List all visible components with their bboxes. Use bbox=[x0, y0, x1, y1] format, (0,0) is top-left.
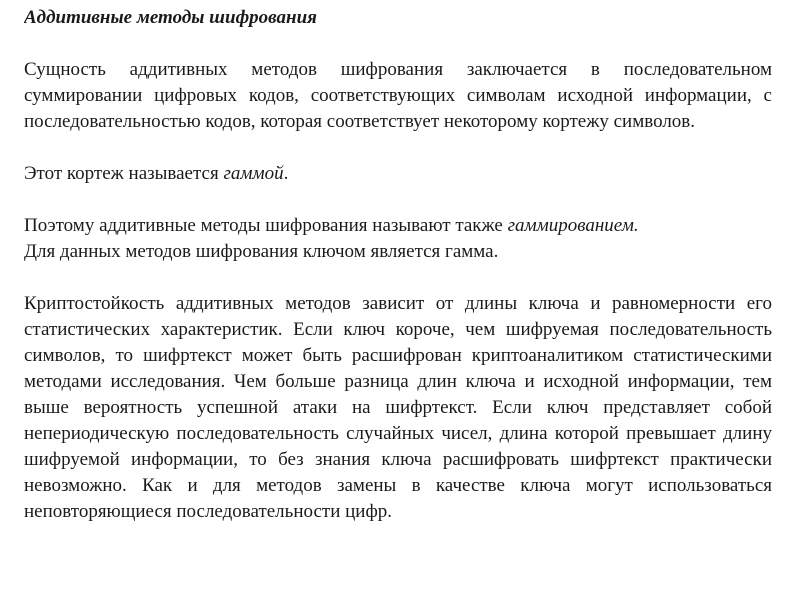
term-gamming: гаммированием. bbox=[507, 215, 639, 236]
paragraph-gamma-after: . bbox=[283, 163, 289, 184]
paragraph-cryptostrength: Криптостойкость аддитивных методов зависит от длины ключа и равномерности его статистических характеристик. Если ключ короче, чем шифруемая последовательность символов, то шифртекст может быть расшифрован криптоаналитиком статистическими методами исследования. Чем больше разница длин ключа и исходной информации, тем выше вероятность успешной атаки на шифртекст. Если ключ представляет собой непериодическую последовательность случайных чисел, длина которой превышает длину шифруемой информации, то без знания ключа расшифровать шифртекст практически невозможно. Как и для методов замены в качестве ключа могут использоваться неповторяющиеся последовательности цифр. bbox=[24, 293, 772, 522]
paragraph-gamma-definition bbox=[24, 161, 772, 187]
paragraph-gamming bbox=[24, 213, 772, 239]
paragraph-essence: Сущность аддитивных методов шифрования заключается в последовательном суммировании цифровых кодов, соответствующих символам исходной информации, с последовательностью кодов, которая соответствует некоторому кортежу символов. bbox=[24, 59, 772, 132]
document-title: Аддитивные методы шифрования bbox=[24, 7, 317, 28]
paragraph-gamma-text: Этот кортеж называется bbox=[24, 163, 224, 184]
paragraph-key: Для данных методов шифрования ключом является гамма. bbox=[24, 241, 499, 262]
term-gamma: гаммой bbox=[223, 163, 284, 184]
document-page bbox=[24, 0, 772, 600]
paragraph-gamming-text: Поэтому аддитивные методы шифрования называют также bbox=[24, 215, 508, 236]
